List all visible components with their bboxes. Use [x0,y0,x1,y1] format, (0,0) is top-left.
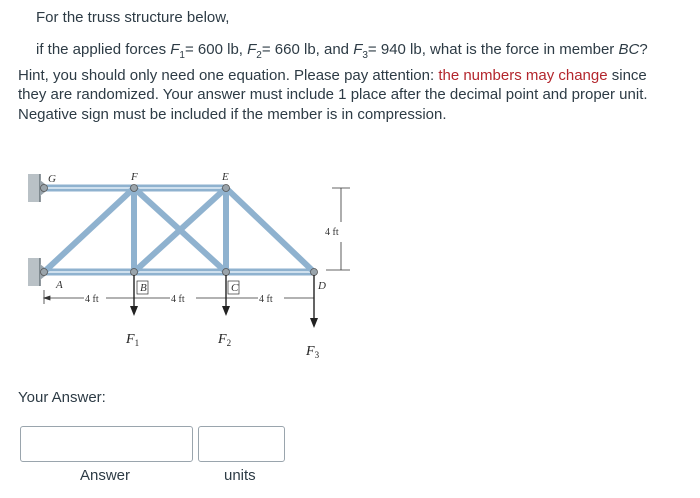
node-label-g: G [48,173,56,185]
member-name: BC [618,41,640,58]
units-input[interactable] [198,426,285,462]
intro-text: For the truss structure below, [36,9,230,26]
answer-field-label: Answer [80,467,131,484]
dimension-label-1: 4 ft [85,294,99,305]
randomized-warning: the numbers may change [438,66,608,84]
truss-members [42,188,316,272]
force-label-f1: $F_1$ [126,332,140,348]
answer-input[interactable] [20,426,193,462]
force-f2-symbol: F [247,41,257,58]
force-f1-symbol: F [170,41,180,58]
force-f3-symbol: F [353,41,363,58]
node-label-d: D [318,280,326,292]
dimension-label-3: 4 ft [259,294,273,305]
dimension-label-2: 4 ft [171,294,185,305]
force-label-f3: $F_3$ [306,344,320,360]
question-text: if the applied forces $F_1= 600$ lb, $F_2= 660$ lb, and $F_3= 940$ lb, what is the force in member BC? Hint, you should only need one equation. Please pay attention: the numbers may change since they are randomized. Your answer must include 1 place after the decimal point and proper unit. Negative sign must be included if the member is in compression. [18,41,648,123]
units-field-label: units [224,467,256,484]
truss-figure [20,160,360,370]
node-label-a: A [56,279,63,291]
dimension-label-height: 4 ft [325,227,339,238]
your-answer-label: Your Answer: [18,389,106,406]
node-label-c: C [231,282,239,294]
node-label-b: B [140,282,147,294]
node-label-e: E [222,171,229,183]
force-label-f2: $F_2$ [218,332,232,348]
force-arrows [130,275,318,328]
node-label-f: F [131,171,138,183]
